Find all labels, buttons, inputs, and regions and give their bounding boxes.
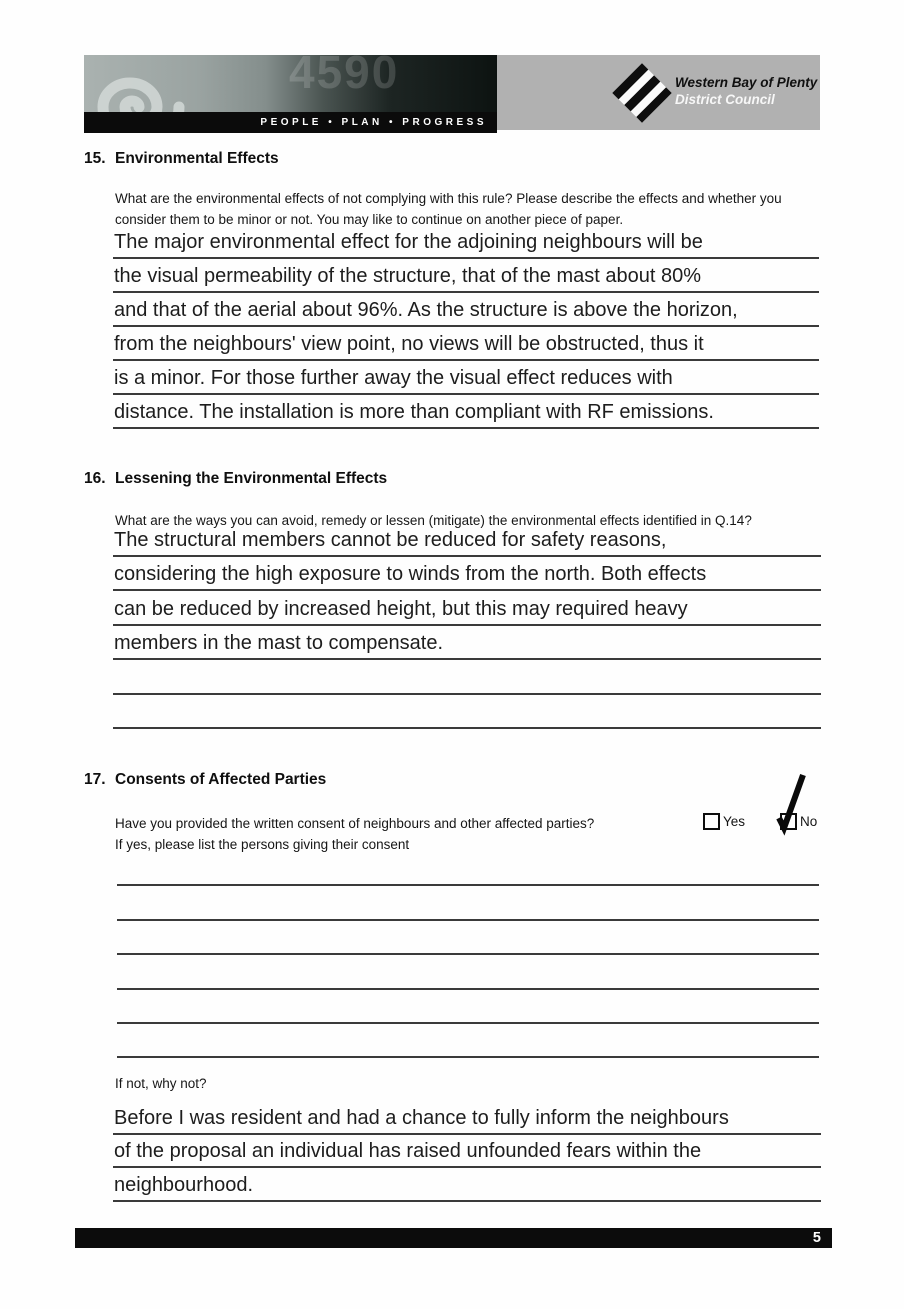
yes-checkbox-label: Yes	[723, 814, 746, 829]
answer-line[interactable]: of the proposal an individual has raised unfounded fears within the	[113, 1135, 821, 1169]
no-checkbox[interactable]	[780, 813, 797, 830]
blank-line[interactable]	[117, 955, 819, 989]
instruction-line: What are the ways you can avoid, remedy or lessen (mitigate) the environmental effects identified in Q.14?	[115, 513, 752, 528]
council-diamond-logo-icon	[612, 63, 672, 123]
answer-line[interactable]: The major environmental effect for the adjoining neighbours will be	[113, 225, 819, 259]
council-logo-text	[675, 75, 817, 109]
section-16-title: Lessening the Environmental Effects	[115, 470, 388, 487]
answer-line[interactable]: can be reduced by increased height, but this may required heavy	[113, 591, 821, 626]
section-17-title: Consents of Affected Parties	[115, 771, 327, 788]
answer-line[interactable]: considering the high exposure to winds from the north. Both effects	[113, 557, 821, 592]
consent-checkbox-group	[700, 810, 840, 836]
answer-line[interactable]: distance. The installation is more than compliant with RF emissions.	[113, 395, 819, 429]
if-not-label: If not, why not?	[115, 1076, 207, 1091]
page-number: 5	[812, 1230, 821, 1246]
blank-line[interactable]	[117, 990, 819, 1024]
answer-line[interactable]: members in the mast to compensate.	[113, 626, 821, 661]
section-17-number: 17.	[84, 771, 106, 788]
answer-line[interactable]: and that of the aerial about 96%. As the structure is above the horizon,	[113, 293, 819, 327]
consent-list-area	[117, 852, 819, 1058]
council-subname: District Council	[675, 91, 775, 107]
if-not-answer-area	[113, 1101, 821, 1202]
blank-line[interactable]	[117, 886, 819, 920]
consent-question: Have you provided the written consent of neighbours and other affected parties?	[115, 816, 595, 831]
blank-line[interactable]	[117, 921, 819, 955]
section-15-title: Environmental Effects	[115, 150, 279, 167]
answer-line[interactable]: The structural members cannot be reduced for safety reasons,	[113, 522, 821, 557]
section-15-answer-area	[113, 225, 819, 429]
section-15-heading	[84, 150, 279, 168]
banner-photo	[84, 55, 497, 133]
blank-line[interactable]	[117, 1024, 819, 1058]
council-logo-box	[497, 55, 820, 130]
answer-line[interactable]: Before I was resident and had a chance to fully inform the neighbours	[113, 1101, 821, 1135]
answer-line[interactable]: from the neighbours' view point, no views will be obstructed, thus it	[113, 327, 819, 361]
section-16-number: 16.	[84, 470, 106, 487]
answer-line[interactable]	[113, 695, 821, 730]
answer-line[interactable]: the visual permeability of the structure, that of the mast about 80%	[113, 259, 819, 293]
council-name: Western Bay of Plenty	[675, 75, 818, 90]
blank-line[interactable]	[117, 852, 819, 886]
yes-checkbox[interactable]	[703, 813, 720, 830]
section-17-question	[115, 814, 675, 856]
section-16-answer-area	[113, 522, 821, 729]
tagline-strip	[84, 112, 497, 133]
consent-sub-question: If yes, please list the persons giving their consent	[115, 836, 410, 852]
section-17-heading	[84, 771, 326, 789]
tagline-text: PEOPLE • PLAN • PROGRESS	[260, 117, 487, 128]
instruction-line: What are the environmental effects of not complying with this rule? Please describe the effects and whether you consider them to be minor or not. You may like to continue on another piece of paper.	[115, 191, 782, 227]
no-checkbox-label: No	[800, 814, 818, 829]
answer-line[interactable]: neighbourhood.	[113, 1168, 821, 1202]
section-16-heading	[84, 470, 387, 488]
footer-bar	[75, 1228, 832, 1248]
section-15-number: 15.	[84, 150, 106, 167]
answer-line[interactable]	[113, 660, 821, 695]
answer-line[interactable]: is a minor. For those further away the visual effect reduces with	[113, 361, 819, 395]
banner-photo-numbers: 4590	[289, 55, 400, 98]
